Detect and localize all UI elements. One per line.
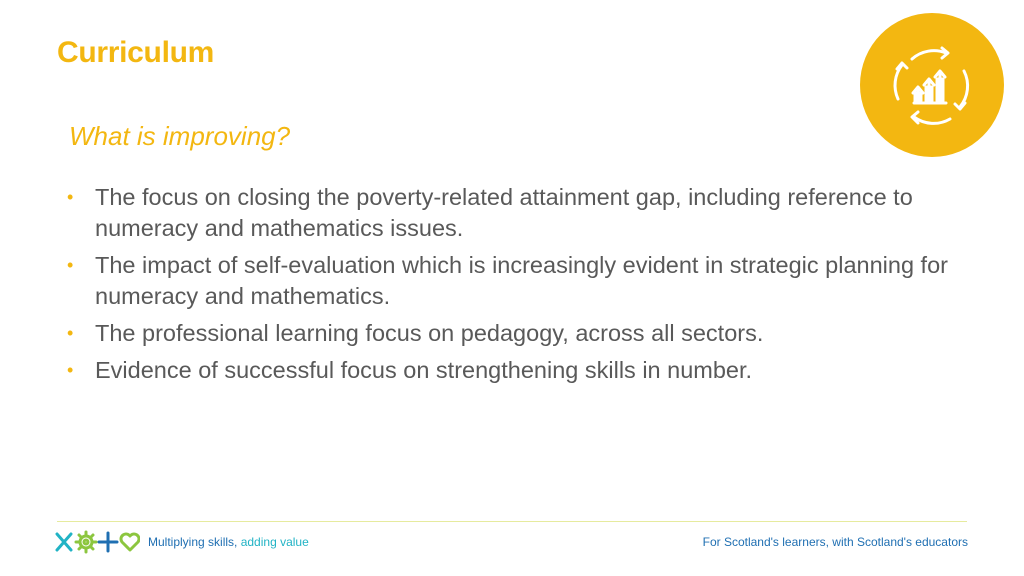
heart-icon <box>121 534 139 550</box>
list-item: • Evidence of successful focus on strengthening skills in number. <box>64 355 984 386</box>
footer-tagline: Multiplying skills, adding value <box>148 535 309 549</box>
bullet-marker: • <box>67 360 74 380</box>
bullet-marker: • <box>67 323 74 343</box>
improvement-arrows-icon <box>888 41 976 129</box>
plus-icon <box>99 533 117 551</box>
list-item: • The impact of self-evaluation which is increasingly evident in strategic planning for numeracy and mathematics. <box>67 252 948 309</box>
footer-logo <box>54 530 140 559</box>
badge <box>860 13 1004 157</box>
list-item: • The professional learning focus on pedagogy, across all sectors. <box>64 318 984 349</box>
gear-icon <box>76 532 96 552</box>
cross-icon <box>57 534 71 550</box>
bullet-marker: • <box>67 187 74 207</box>
bullet-marker: • <box>67 255 74 275</box>
bullet-list <box>64 182 984 392</box>
slide-title: Curriculum <box>57 36 215 69</box>
footer-right-text: For Scotland's learners, with Scotland's educators <box>702 535 968 549</box>
slide-subtitle: What is improving? <box>69 121 291 151</box>
list-item: • The focus on closing the poverty-related attainment gap, including reference to numeracy and mathematics issues. <box>67 184 913 241</box>
footer-divider <box>57 521 967 522</box>
